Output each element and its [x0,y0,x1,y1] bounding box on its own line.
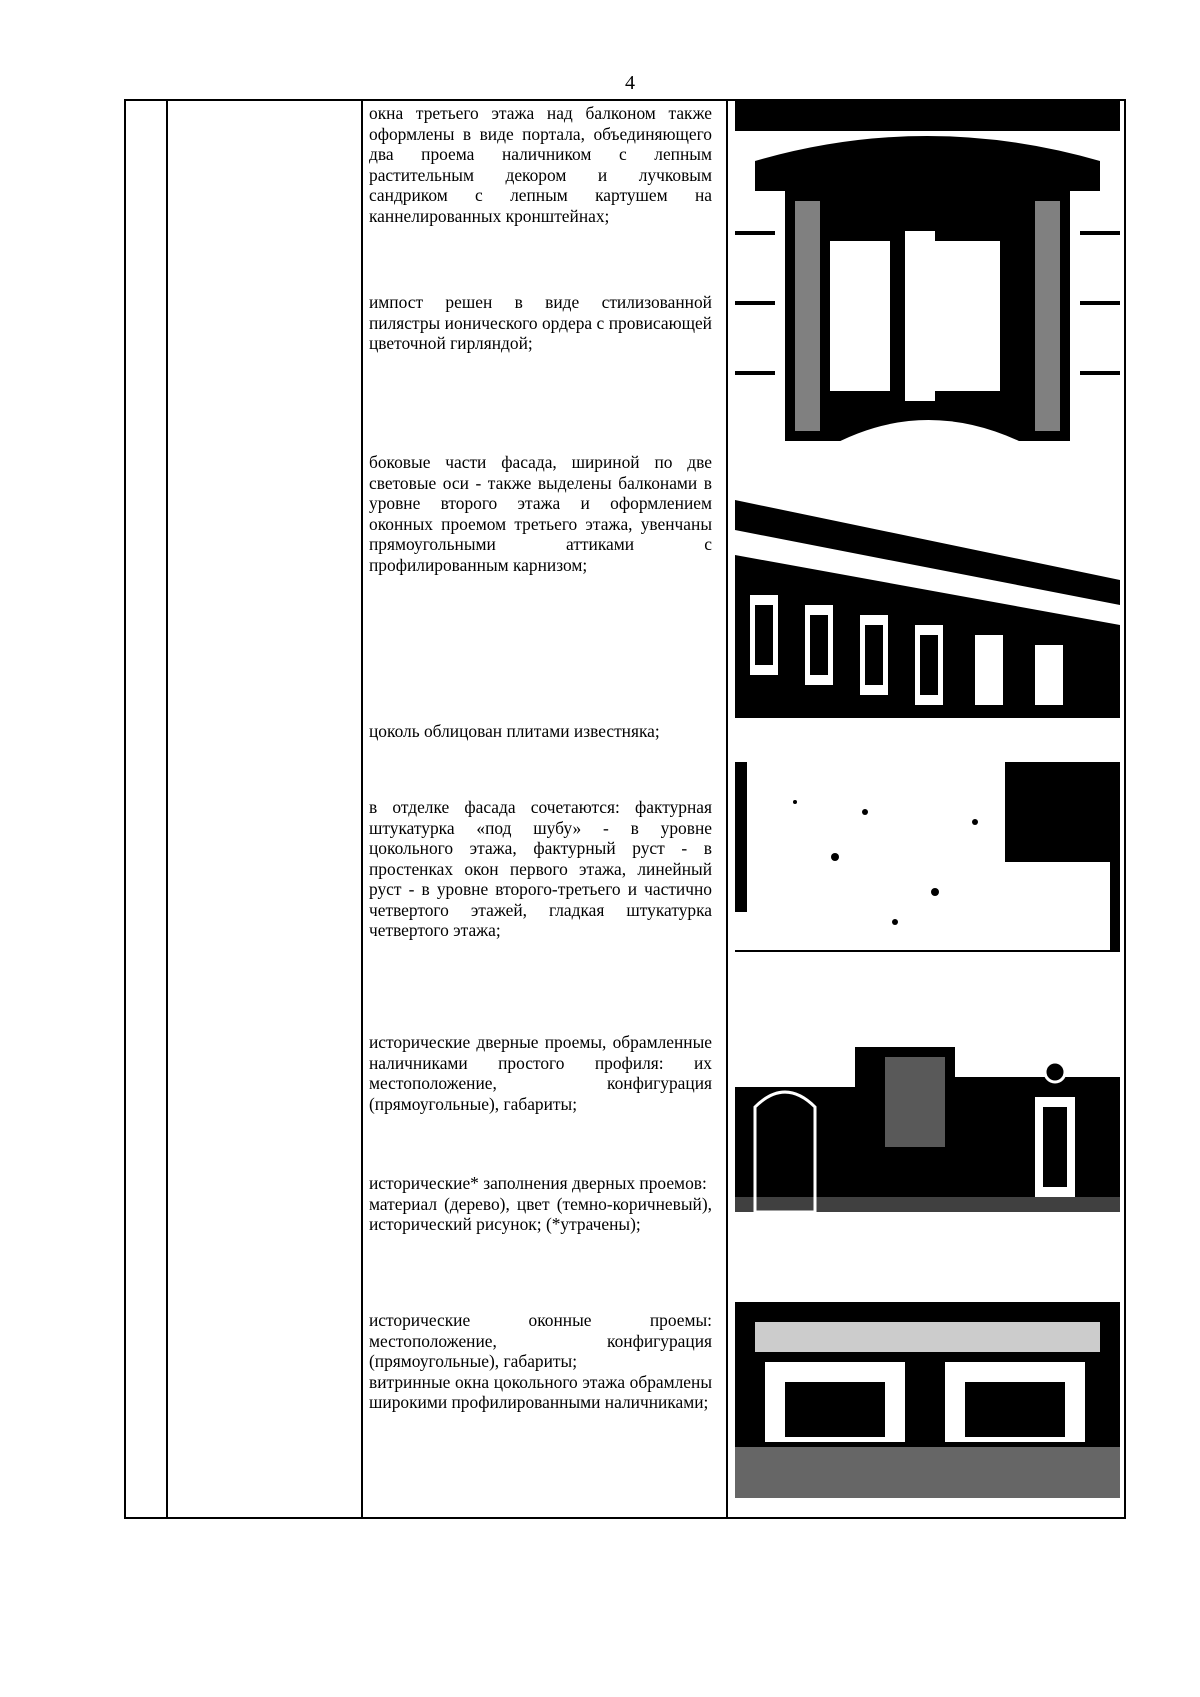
description-window-openings: исторические оконные проемы: местоположение, конфигурация (прямоугольные), габариты; витринные окна цокольного этажа обрамлены широкими профилированными наличниками; [369,1310,712,1412]
description-side-parts: боковые части фасада, шириной по две световые оси - также выделены балконами в уровне второго этажа и оформлением оконных проемом третьего этажа, увенчаны прямоугольными аттиками с профилированным карнизом; [369,452,712,575]
page-number: 4 [625,72,635,94]
column-divider-3 [726,101,728,1517]
description-plinth: цоколь облицован плитами известняка; [369,721,660,741]
description-door-openings: исторические дверные проемы, обрамленные наличниками простого профиля: их местоположение, конфигурация (прямоугольные), габариты; [369,1032,712,1114]
photo-shop-windows [735,1302,1120,1498]
column-divider-2 [361,101,363,1517]
photo-side-facade [735,500,1120,718]
description-impost: импост решен в виде стилизованной пилястры ионического ордера с провисающей цветочной гирляндой; [369,292,712,353]
photo-window-portal [735,101,1120,449]
description-window-portal: окна третьего этажа над балконом также оформлены в виде портала, объединяющего два проема наличником с лепным растительным декором и лучковым сандриком с лепным картушем на каннелированных кронштейнах; [369,103,712,226]
photo-plaster-texture [735,762,1120,952]
photo-door-openings [735,1047,1120,1212]
description-door-fillings: исторические* заполнения дверных проемов: материал (дерево), цвет (темно-коричневый), исторический рисунок; (*утрачены); [369,1173,712,1234]
column-divider-1 [166,101,168,1517]
description-finish: в отделке фасада сочетаются: фактурная штукатурка «под шубу» - в уровне цокольного этажа, фактурный руст - в простенках окон первого этажа, линейный руст - в уровне второго-третьего и частично четвертого этажей, гладкая штукатурка четвертого этажа; [369,797,712,940]
